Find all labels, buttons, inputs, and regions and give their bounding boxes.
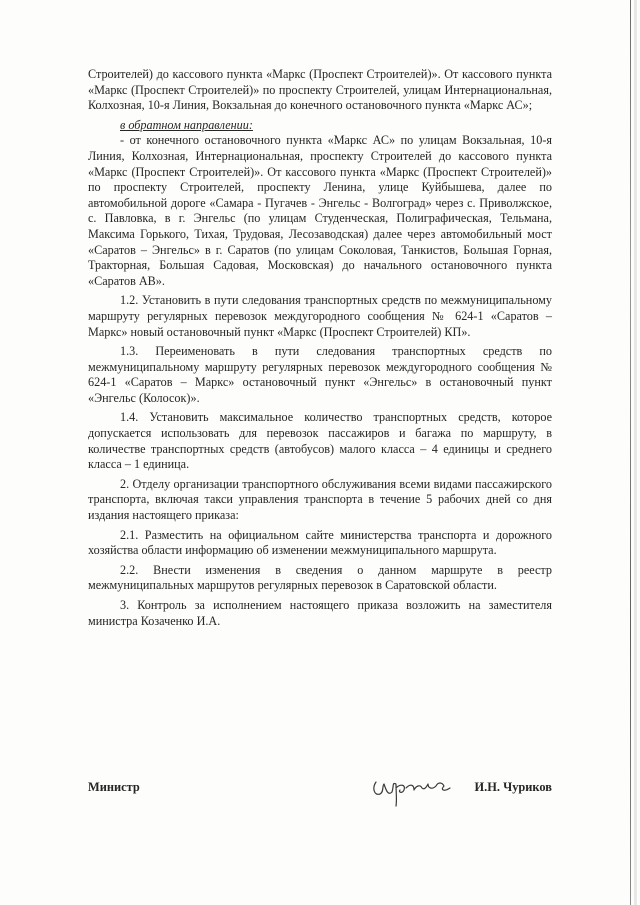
scan-edge-shadow [634,0,637,905]
signature-block [88,770,552,810]
clause-1-4: 1.4. Установить максимальное количество транспортных средств, которое допускается использовать для перевозок пассажиров и багажа по маршруту, в количестве транспортных средств (автобусов) малого класса – 4 единицы и среднего класса – 1 единица. [88,410,552,472]
clause-1-3: 1.3. Переименовать в пути следования транспортных средств по межмуниципальному маршруту регулярных перевозок междугородного сообщения № 624-1 «Саратов – Маркс» остановочный пункт «Энгельс» в остановочный пункт «Энгельс (Колосок)». [88,344,552,405]
clause-3: 3. Контроль за исполнением настоящего приказа возложить на заместителя министра Козаченко И.А. [88,598,552,628]
return-direction-heading [88,118,552,134]
clause-1-2: 1.2. Установить в пути следования транспортных средств по межмуниципальному маршруту регулярных перевозок междугородного сообщения № 624-1 «Саратов – Маркс» новый остановочный пункт «Маркс (Проспект Строителей) КП». [88,293,552,339]
signatory-title: Министр [88,780,140,794]
signatory-name: И.Н. Чуриков [474,780,552,794]
document-body [88,67,552,633]
clause-2: 2. Отделу организации транспортного обслуживания всеми видами пассажирского транспорта, включая такси управления транспорта в течение 5 рабочих дней со дня издания настоящего приказа: [88,476,552,523]
clause-2-1: 2.1. Разместить на официальном сайте министерства транспорта и дорожного хозяйства области информацию об изменении межмуниципального маршрута. [88,527,552,558]
handwritten-signature [370,770,454,808]
clause-2-2: 2.2. Внести изменения в сведения о данном маршруте в реестр межмуниципальных маршрутов регулярных перевозок в Саратовской области. [88,562,552,593]
route-forward-ending: Строителей) до кассового пункта «Маркс (Проспект Строителей)». От кассового пункта «Маркс (Проспект Строителей)» по проспекту Строителей, улицам Интернациональная, Колхозная, 10-я Линия, Вокзальная до конечного остановочного пункта «Маркс АС»; [88,67,552,113]
route-return-description: - от конечного остановочного пункта «Маркс АС» по улицам Вокзальная, 10-я Линия, Колхозная, Интернациональная, проспекту Строителей до кассового пункта «Маркс (Проспект Строителей)». От кассового пункта «Маркс (Проспект Строителей)» по проспекту Строителей, проспекту Ленина, улице Куйбышева, далее по автомобильной дороге «Самара - Пугачев - Энгельс - Волгоград» через с. Приволжское, с. Павловка, в г. Энгельс (по улицам Студенческая, Полиграфическая, Тельмана, Максима Горького, Тихая, Трудовая, Лесозаводская) далее через автомобильный мост «Саратов – Энгельс» в г. Саратов (по улицам Соколовая, Танкистов, Большая Горная, Тракторная, Большая Садовая, Московская) до начального остановочного пункта «Саратов АВ». [88,133,552,288]
return-direction-label: в обратном направлении: [120,117,253,132]
scan-edge-line [630,0,631,905]
